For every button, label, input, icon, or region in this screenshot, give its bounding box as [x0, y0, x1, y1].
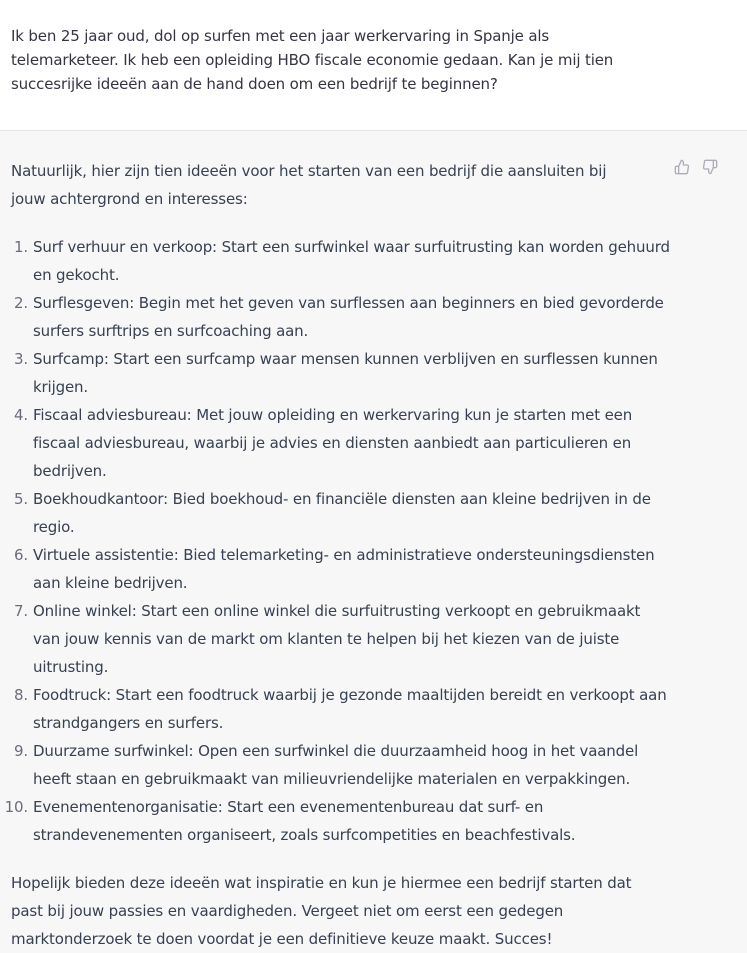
list-item	[11, 233, 671, 289]
assistant-intro: Natuurlijk, hier zijn tien ideeën voor het starten van een bedrijf die aansluiten bij jouw achtergrond en interesses:	[11, 162, 607, 208]
list-item	[4, 793, 671, 849]
list-item-text: Fiscaal adviesbureau: Met jouw opleiding en werkervaring kun je starten met een fiscaal adviesbureau, waarbij je advies en diensten aanbiedt aan particulieren en bedrijven.	[33, 406, 633, 480]
thumbs-up-icon[interactable]	[674, 159, 690, 175]
list-item-number: 8.	[13, 686, 28, 704]
list-item	[11, 401, 671, 485]
list-item-number: 3.	[13, 350, 28, 368]
assistant-outro: Hopelijk bieden deze ideeën wat inspiratie en kun je hiermee een bedrijf starten dat past bij jouw passies en vaardigheden. Vergeet niet om eerst een gedegen marktonderzoek te doen voordat je een definitieve keuze maakt. Succes!	[11, 874, 632, 948]
assistant-message	[0, 131, 747, 948]
list-item-number: 10.	[4, 798, 28, 816]
list-item-text: Duurzame surfwinkel: Open een surfwinkel die duurzaamheid hoog in het vaandel heeft staan en gebruikmaakt van milieuvriendelijke materialen en verpakkingen.	[33, 742, 639, 788]
list-item-number: 2.	[13, 294, 28, 312]
list-item-number: 4.	[13, 406, 28, 424]
list-item-number: 9.	[13, 742, 28, 760]
list-item	[11, 289, 671, 345]
list-item-number: 6.	[13, 546, 28, 564]
list-item	[11, 737, 671, 793]
assistant-message-body	[0, 157, 671, 953]
list-item-number: 1.	[13, 238, 28, 256]
list-item-text: Surflesgeven: Begin met het geven van surflessen aan beginners en bied gevorderde surfers surftrips en surfcoaching aan.	[33, 294, 664, 340]
ideas-list	[4, 233, 671, 849]
list-item	[11, 597, 671, 681]
user-message-text: Ik ben 25 jaar oud, dol op surfen met een jaar werkervaring in Spanje als telemarketeer. Ik heb een opleiding HBO fiscale economie gedaan. Kan je mij tien succesrijke ideeën aan de hand doen om een bedrijf te beginnen?	[11, 27, 614, 93]
list-item-text: Virtuele assistentie: Bied telemarketing- en administratieve ondersteuningsdiensten aan kleine bedrijven.	[33, 546, 655, 592]
list-item-text: Foodtruck: Start een foodtruck waarbij je gezonde maaltijden bereidt en verkoopt aan strandgangers en surfers.	[33, 686, 667, 732]
list-item	[11, 345, 671, 401]
list-item-text: Boekhoudkantoor: Bied boekhoud- en financiële diensten aan kleine bedrijven in de regio.	[33, 490, 651, 536]
list-item	[11, 485, 671, 541]
user-message	[0, 0, 747, 131]
list-item-text: Surfcamp: Start een surfcamp waar mensen kunnen verblijven en surflessen kunnen krijgen.	[33, 350, 658, 396]
list-item	[11, 681, 671, 737]
list-item-text: Surf verhuur en verkoop: Start een surfwinkel waar surfuitrusting kan worden gehuurd en gekocht.	[33, 238, 670, 284]
feedback-buttons	[674, 159, 718, 175]
list-item-number: 5.	[13, 490, 28, 508]
thumbs-down-icon[interactable]	[702, 159, 718, 175]
list-item-text: Online winkel: Start een online winkel die surfuitrusting verkoopt en gebruikmaakt van jouw kennis van de markt om klanten te helpen bij het kiezen van de juiste uitrusting.	[33, 602, 641, 676]
list-item-text: Evenementenorganisatie: Start een evenementenbureau dat surf- en strandevenementen organiseert, zoals surfcompetities en beachfestivals.	[33, 798, 576, 844]
list-item-number: 7.	[13, 602, 28, 620]
list-item	[11, 541, 671, 597]
